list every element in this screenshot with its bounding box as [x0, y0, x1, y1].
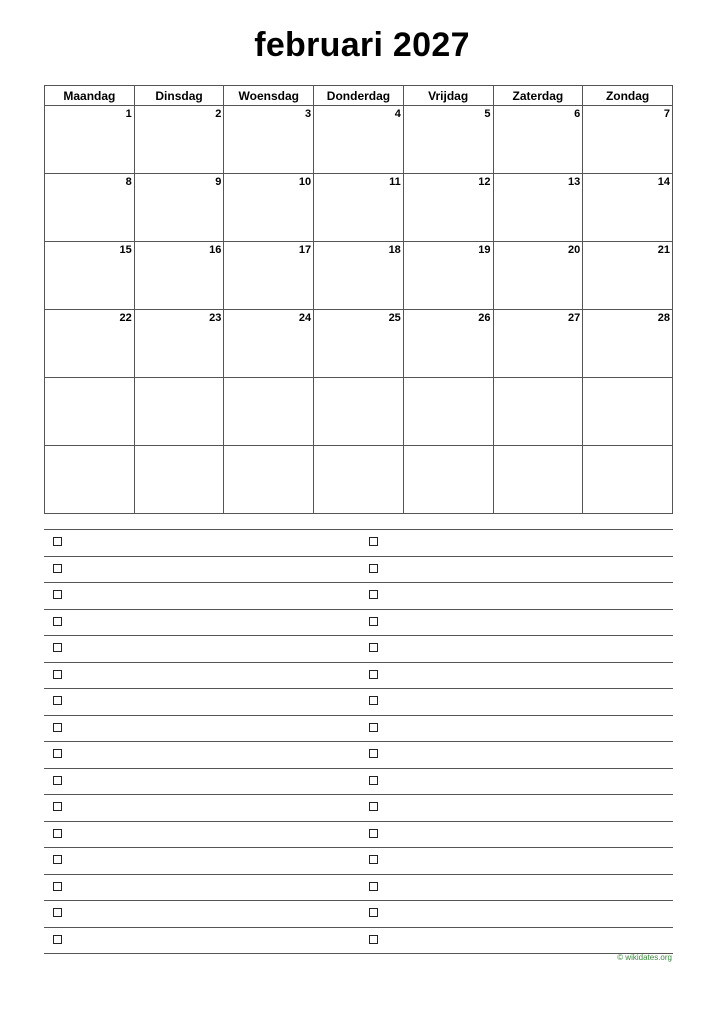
checkbox-icon[interactable]: [369, 855, 378, 864]
day-number: 16: [209, 244, 222, 256]
day-cell[interactable]: [583, 378, 673, 446]
checkbox-icon[interactable]: [369, 696, 378, 705]
day-cell[interactable]: [224, 378, 314, 446]
task-row: [44, 848, 673, 875]
day-number: [314, 378, 403, 380]
task-row: [44, 928, 673, 955]
day-cell[interactable]: [403, 378, 493, 446]
checkbox-icon[interactable]: [53, 802, 62, 811]
day-cell[interactable]: [493, 378, 583, 446]
day-cell[interactable]: [583, 174, 673, 242]
checkbox-icon[interactable]: [369, 670, 378, 679]
day-number: [224, 446, 313, 448]
day-cell[interactable]: [224, 174, 314, 242]
day-cell[interactable]: [314, 310, 404, 378]
day-cell[interactable]: [403, 310, 493, 378]
week-row: [45, 446, 673, 514]
day-cell[interactable]: [224, 310, 314, 378]
day-cell[interactable]: [493, 242, 583, 310]
day-number: 25: [388, 312, 401, 324]
day-number: [583, 378, 672, 380]
day-cell[interactable]: [583, 310, 673, 378]
checkbox-icon[interactable]: [53, 670, 62, 679]
day-number: [45, 446, 134, 448]
checkbox-icon[interactable]: [53, 643, 62, 652]
day-cell[interactable]: [403, 174, 493, 242]
task-row: [44, 530, 673, 557]
day-cell[interactable]: [45, 106, 135, 174]
weekday-header: Zondag: [583, 86, 673, 106]
weekday-header: Vrijdag: [403, 86, 493, 106]
task-row: [44, 689, 673, 716]
day-number: 6: [574, 108, 581, 120]
weekday-header: Maandag: [45, 86, 135, 106]
day-cell[interactable]: [134, 174, 224, 242]
task-row: [44, 769, 673, 796]
day-cell[interactable]: [45, 378, 135, 446]
task-row: [44, 742, 673, 769]
weekday-header: Woensdag: [224, 86, 314, 106]
day-number: 18: [388, 244, 401, 256]
checkbox-icon[interactable]: [53, 590, 62, 599]
credit-text: © wikidates.org: [617, 953, 672, 962]
day-cell[interactable]: [314, 242, 404, 310]
day-cell[interactable]: [224, 242, 314, 310]
day-cell[interactable]: [45, 446, 135, 514]
day-cell[interactable]: [493, 106, 583, 174]
day-number: 12: [478, 176, 491, 188]
task-row: [44, 610, 673, 637]
task-row: [44, 636, 673, 663]
day-cell[interactable]: [493, 174, 583, 242]
day-number: 5: [484, 108, 491, 120]
checkbox-icon[interactable]: [369, 643, 378, 652]
weekday-header: Donderdag: [314, 86, 404, 106]
day-cell[interactable]: [45, 174, 135, 242]
day-number: [404, 446, 493, 448]
day-cell[interactable]: [583, 106, 673, 174]
task-row: [44, 716, 673, 743]
day-number: 21: [657, 244, 670, 256]
checkbox-icon[interactable]: [369, 882, 378, 891]
day-cell[interactable]: [134, 446, 224, 514]
calendar-grid: [44, 85, 673, 514]
day-cell[interactable]: [583, 446, 673, 514]
weekday-header-row: [45, 86, 673, 106]
day-number: 23: [209, 312, 222, 324]
day-number: 13: [567, 176, 581, 188]
day-cell[interactable]: [493, 310, 583, 378]
day-number: 19: [478, 244, 491, 256]
day-number: 26: [478, 312, 491, 324]
day-number: [494, 378, 583, 380]
day-number: [135, 446, 224, 448]
page-title: februari 2027: [254, 26, 470, 64]
day-number: [224, 378, 313, 380]
week-row: [45, 174, 673, 242]
task-row: [44, 822, 673, 849]
day-number: 7: [663, 108, 670, 120]
checkbox-icon[interactable]: [53, 749, 62, 758]
checkbox-icon[interactable]: [369, 590, 378, 599]
day-cell[interactable]: [493, 446, 583, 514]
day-number: [404, 378, 493, 380]
task-row: [44, 795, 673, 822]
checkbox-icon[interactable]: [369, 802, 378, 811]
day-number: 2: [215, 108, 222, 120]
task-list: [44, 529, 673, 954]
checkbox-icon[interactable]: [369, 537, 378, 546]
day-number: 10: [298, 176, 312, 188]
day-number: 28: [657, 312, 670, 324]
checkbox-icon[interactable]: [369, 617, 378, 626]
day-number: 15: [119, 244, 132, 256]
checkbox-icon[interactable]: [53, 882, 62, 891]
day-cell[interactable]: [403, 242, 493, 310]
week-row: [45, 310, 673, 378]
week-row: [45, 106, 673, 174]
day-cell[interactable]: [314, 378, 404, 446]
day-number: 1: [125, 108, 132, 120]
day-cell[interactable]: [403, 446, 493, 514]
task-row: [44, 663, 673, 690]
checkbox-icon[interactable]: [53, 935, 62, 944]
day-number: 8: [125, 176, 132, 188]
day-cell[interactable]: [224, 106, 314, 174]
day-cell[interactable]: [314, 446, 404, 514]
weekday-header: Dinsdag: [134, 86, 224, 106]
checkbox-icon[interactable]: [53, 696, 62, 705]
task-row: [44, 557, 673, 584]
checkbox-icon[interactable]: [53, 723, 62, 732]
day-number: 17: [298, 244, 312, 256]
checkbox-icon[interactable]: [369, 935, 378, 944]
day-cell[interactable]: [45, 310, 135, 378]
checkbox-icon[interactable]: [53, 829, 62, 838]
checkbox-icon[interactable]: [369, 749, 378, 758]
checkbox-icon[interactable]: [53, 564, 62, 573]
week-row: [45, 378, 673, 446]
day-number: 20: [567, 244, 581, 256]
checkbox-icon[interactable]: [369, 776, 378, 785]
weekday-header: Zaterdag: [493, 86, 583, 106]
checkbox-icon[interactable]: [53, 617, 62, 626]
day-number: [45, 378, 134, 380]
day-number: 14: [657, 176, 670, 188]
day-number: 24: [298, 312, 312, 324]
day-cell[interactable]: [314, 174, 404, 242]
day-number: [583, 446, 672, 448]
day-number: [314, 446, 403, 448]
day-cell[interactable]: [403, 106, 493, 174]
task-row: [44, 583, 673, 610]
checkbox-icon[interactable]: [53, 855, 62, 864]
checkbox-icon[interactable]: [53, 537, 62, 546]
week-row: [45, 242, 673, 310]
day-cell[interactable]: [134, 242, 224, 310]
checkbox-icon[interactable]: [369, 723, 378, 732]
checkbox-icon[interactable]: [53, 776, 62, 785]
checkbox-icon[interactable]: [369, 564, 378, 573]
day-number: 22: [119, 312, 132, 324]
day-cell[interactable]: [134, 106, 224, 174]
day-cell[interactable]: [45, 242, 135, 310]
day-cell[interactable]: [314, 106, 404, 174]
day-number: 4: [394, 108, 401, 120]
checkbox-icon[interactable]: [53, 908, 62, 917]
checkbox-icon[interactable]: [369, 829, 378, 838]
day-number: 3: [304, 108, 312, 120]
day-cell[interactable]: [134, 310, 224, 378]
day-cell[interactable]: [583, 242, 673, 310]
day-number: [135, 378, 224, 380]
day-number: 9: [215, 176, 222, 188]
task-row: [44, 901, 673, 928]
task-row: [44, 875, 673, 902]
day-number: 11: [389, 176, 401, 188]
day-cell[interactable]: [134, 378, 224, 446]
day-cell[interactable]: [224, 446, 314, 514]
day-number: 27: [567, 312, 581, 324]
day-number: [494, 446, 583, 448]
checkbox-icon[interactable]: [369, 908, 378, 917]
